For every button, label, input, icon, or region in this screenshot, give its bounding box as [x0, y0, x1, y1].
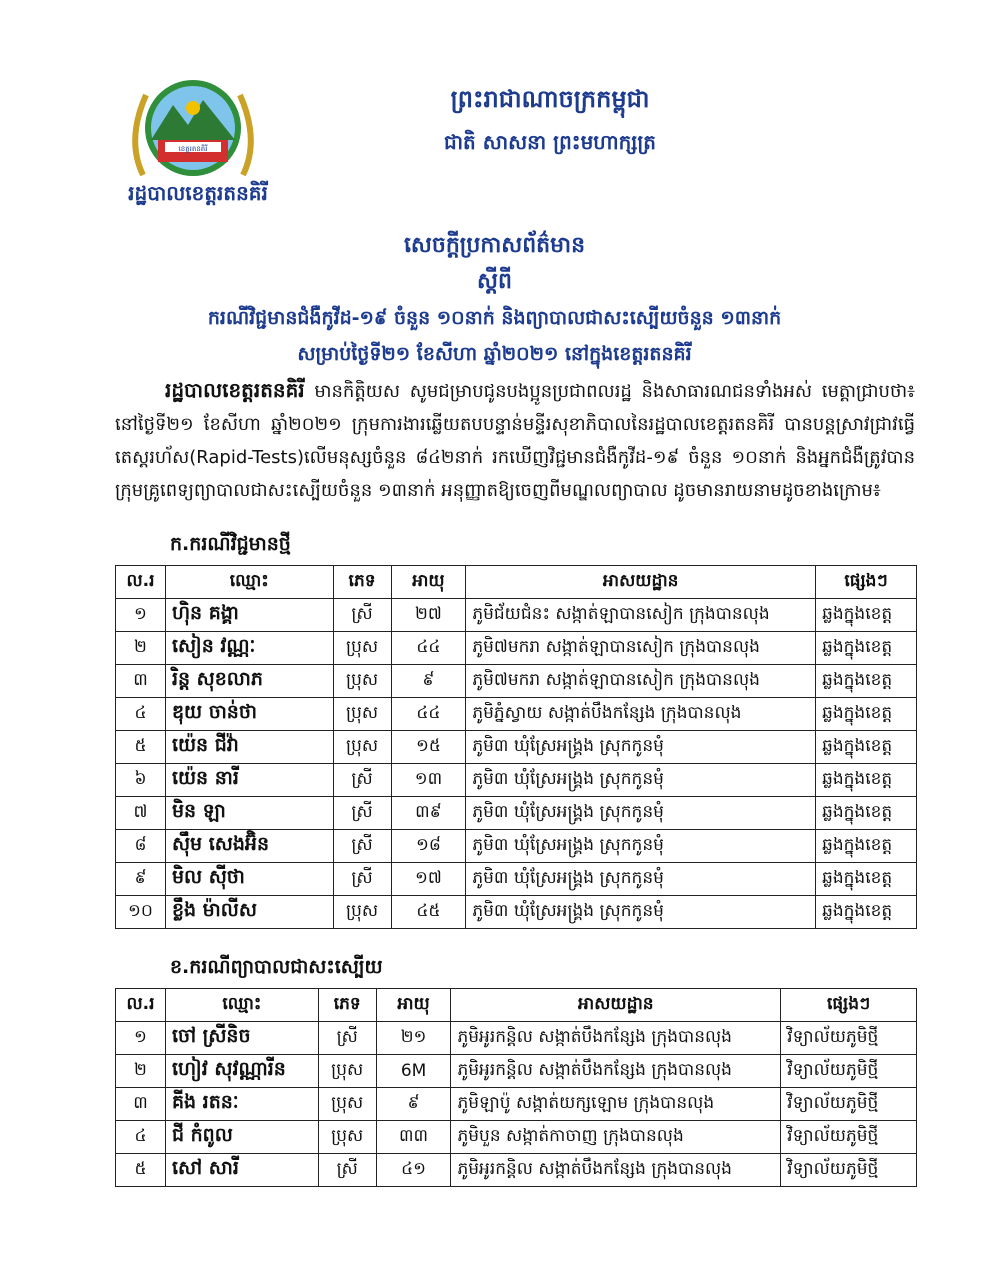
row-age: 6M: [376, 1055, 451, 1088]
row-sex: ប្រុស: [318, 1055, 376, 1088]
row-age: ១៨: [391, 830, 466, 863]
col-name: ឈ្មោះ: [165, 566, 333, 599]
col-sex: ភេទ: [333, 566, 391, 599]
row-other: ឆ្លងក្នុងខេត្ត: [816, 896, 917, 929]
row-no: ២: [116, 1055, 166, 1088]
row-age: ៣៩: [391, 797, 466, 830]
row-name: សៅ សារី: [165, 1154, 318, 1187]
row-other: ឆ្លងក្នុងខេត្ត: [816, 731, 917, 764]
row-sex: ប្រុស: [333, 665, 391, 698]
row-sex: ស្រី: [333, 797, 391, 830]
row-address: ភូមិ៣ ឃុំស្រែអង្គ្រង ស្រុកកូនមុំ: [466, 764, 816, 797]
row-name: ស៊ឹម សេងអ៊ិន: [165, 830, 333, 863]
row-other: ឆ្លងក្នុងខេត្ត: [816, 863, 917, 896]
row-name: ហ៊ិន គង្គា: [165, 599, 333, 632]
table-row: [116, 731, 917, 764]
title-line1: សេចក្តីប្រកាសព័ត៌មាន: [403, 233, 586, 258]
row-name: គីង រតនៈ: [165, 1088, 318, 1121]
row-age: ៤១: [376, 1154, 451, 1187]
row-address: ភូមិ៣ ឃុំស្រែអង្គ្រង ស្រុកកូនមុំ: [466, 830, 816, 863]
section1-heading: ក.ករណីវិជ្ជមានថ្មី: [170, 533, 291, 555]
body-lead: រដ្ឋបាលខេត្តរតនគិរី: [165, 378, 305, 402]
col-age: អាយុ: [391, 566, 466, 599]
row-other: ឆ្លងក្នុងខេត្ត: [816, 698, 917, 731]
row-address: ភូមិ៧មករា សង្កាត់ឡាបានសៀក ក្រុងបានលុង: [466, 632, 816, 665]
row-age: ៤៤: [391, 632, 466, 665]
col-other: ផ្សេងៗ: [816, 566, 917, 599]
row-other: វិទ្យាល័យភូមិថ្មី: [781, 1022, 917, 1055]
row-other: វិទ្យាល័យភូមិថ្មី: [781, 1055, 917, 1088]
row-other: វិទ្យាល័យភូមិថ្មី: [781, 1154, 917, 1187]
row-sex: ស្រី: [333, 764, 391, 797]
row-no: ១: [116, 599, 166, 632]
row-sex: ប្រុស: [318, 1088, 376, 1121]
row-sex: ប្រុស: [333, 632, 391, 665]
table-row: [116, 665, 917, 698]
row-no: ២: [116, 632, 166, 665]
col-sex: ភេទ: [318, 989, 376, 1022]
row-age: ១៣: [391, 764, 466, 797]
recovered-cases-table: [115, 988, 917, 1187]
row-sex: ស្រី: [318, 1022, 376, 1055]
row-age: ១៥: [391, 731, 466, 764]
row-other: ឆ្លងក្នុងខេត្ត: [816, 830, 917, 863]
body-text: មានកិត្តិយស សូមជម្រាបជូនបងប្អូនប្រជាពលរដ្ឋ និងសាធារណជនទាំងអស់ មេត្តាជ្រាបថា៖ នៅថ្ងៃទី២១ ខែសីហា ឆ្នាំ២០២១ ក្រុមការងារឆ្លើយតបបន្ទាន់មន្ទីរសុខាភិបាលនៃរដ្ឋបាលខេត្តរតនគិរី បានបន្តស្រាវជ្រាវធ្វើតេស្តរហ័ស(Rapid-Tests)លើមនុស្សចំនួន ៨៤២នាក់ រកឃើញវិជ្ជមានជំងឺកូវីដ-១៩ ចំនួន ១០នាក់ និងអ្នកជំងឺត្រូវបានក្រុមគ្រូពេទ្យព្យាបាលជាសះស្បើយចំនួន ១៣នាក់ អនុញ្ញាតឱ្យចេញពីមណ្ឌលព្យាបាល ដូចមានរាយនាមដូចខាងក្រោម៖: [115, 381, 915, 501]
row-age: ៣៣: [376, 1121, 451, 1154]
row-name: សៀន វណ្ណៈ: [165, 632, 333, 665]
row-no: ៩: [116, 863, 166, 896]
col-name: ឈ្មោះ: [165, 989, 318, 1022]
row-age: ២៧: [391, 599, 466, 632]
kingdom-line1: ព្រះរាជាណាចក្រកម្ពុជា: [450, 85, 650, 113]
table-row: [116, 764, 917, 797]
row-sex: ស្រី: [333, 599, 391, 632]
org-name: រដ្ឋបាលខេត្តរតនគិរី: [128, 181, 268, 205]
row-no: ៨: [116, 830, 166, 863]
row-age: ១៧: [391, 863, 466, 896]
row-name: ជី កំពូល: [165, 1121, 318, 1154]
table-row: [116, 1055, 917, 1088]
row-name: មិល ស៊ីថា: [165, 863, 333, 896]
row-sex: ប្រុស: [318, 1121, 376, 1154]
body-paragraph: [115, 374, 915, 507]
table-row: [116, 599, 917, 632]
table-row: [116, 1121, 917, 1154]
logo-text: ខេត្តរតនគិរី: [178, 145, 208, 153]
row-name: យ៉េន នារី: [165, 764, 333, 797]
provincial-seal-logo: [118, 70, 268, 190]
table-row: [116, 1154, 917, 1187]
row-address: ភូមិឡាប៉ូ សង្កាត់យក្សឡោម ក្រុងបានលុង: [451, 1088, 781, 1121]
row-no: ៥: [116, 731, 166, 764]
row-address: ភូមិអូរកន្តិល សង្កាត់បឹងកន្សែង ក្រុងបានលុង: [451, 1022, 781, 1055]
col-address: អាសយដ្ឋាន: [451, 989, 781, 1022]
table-row: [116, 1088, 917, 1121]
row-address: ភូមិជ័យជំនះ សង្កាត់ឡាបានសៀក ក្រុងបានលុង: [466, 599, 816, 632]
table-header-row: [116, 566, 917, 599]
col-no: ល.រ: [116, 989, 166, 1022]
title-line2: ស្តីពី: [477, 269, 512, 294]
kingdom-header: [380, 84, 720, 159]
row-name: ខ្លឹង ម៉ាលីស: [165, 896, 333, 929]
row-name: រិន្ត សុខលាភ: [165, 665, 333, 698]
row-sex: ប្រុស: [333, 731, 391, 764]
row-no: ៥: [116, 1154, 166, 1187]
col-other: ផ្សេងៗ: [781, 989, 917, 1022]
row-age: ២១: [376, 1022, 451, 1055]
table-row: [116, 1022, 917, 1055]
row-no: ១: [116, 1022, 166, 1055]
row-sex: ស្រី: [318, 1154, 376, 1187]
row-no: ៤: [116, 698, 166, 731]
table-row: [116, 863, 917, 896]
title-line4: សម្រាប់ថ្ងៃទី២១ ខែសីហា ឆ្នាំ២០២១ នៅក្នុងខេត្តរតនគិរី: [297, 343, 692, 365]
row-address: ភូមិភ្នំស្វាយ សង្កាត់បឹងកន្សែង ក្រុងបានលុង: [466, 698, 816, 731]
row-sex: ស្រី: [333, 830, 391, 863]
row-address: ភូមិ៣ ឃុំស្រែអង្គ្រង ស្រុកកូនមុំ: [466, 731, 816, 764]
row-other: ឆ្លងក្នុងខេត្ត: [816, 632, 917, 665]
row-sex: ប្រុស: [333, 698, 391, 731]
section2-heading: ខ.ករណីព្យាបាលជាសះស្បើយ: [170, 956, 383, 978]
new-cases-table: [115, 565, 917, 929]
row-no: ៤: [116, 1121, 166, 1154]
row-no: ៣: [116, 1088, 166, 1121]
title-line3: ករណីវិជ្ជមានជំងឺកូវីដ-១៩ ចំនួន ១០នាក់ និងព្យាបាលជាសះស្បើយចំនួន ១៣នាក់: [207, 307, 782, 329]
row-address: ភូមិអូរកន្តិល សង្កាត់បឹងកន្សែង ក្រុងបានលុង: [451, 1055, 781, 1088]
row-age: ៩: [391, 665, 466, 698]
row-name: ហៀវ សុវណ្ណារីន: [165, 1055, 318, 1088]
row-no: ៣: [116, 665, 166, 698]
table-row: [116, 830, 917, 863]
table-row: [116, 632, 917, 665]
row-name: ចៅ ស្រីនិច: [165, 1022, 318, 1055]
row-other: វិទ្យាល័យភូមិថ្មី: [781, 1088, 917, 1121]
row-no: ១០: [116, 896, 166, 929]
table-row: [116, 797, 917, 830]
row-address: ភូមិ៣ ឃុំស្រែអង្គ្រង ស្រុកកូនមុំ: [466, 797, 816, 830]
kingdom-line2: ជាតិ សាសនា ព្រះមហាក្សត្រ: [444, 130, 656, 154]
row-other: វិទ្យាល័យភូមិថ្មី: [781, 1121, 917, 1154]
row-other: ឆ្លងក្នុងខេត្ត: [816, 797, 917, 830]
row-no: ៦: [116, 764, 166, 797]
row-age: ៤៥: [391, 896, 466, 929]
row-address: ភូមិបួន សង្កាត់កាចាញ ក្រុងបានលុង: [451, 1121, 781, 1154]
row-address: ភូមិ៧មករា សង្កាត់ឡាបានសៀក ក្រុងបានលុង: [466, 665, 816, 698]
row-other: ឆ្លងក្នុងខេត្ត: [816, 665, 917, 698]
row-name: យ៉េន ជីវ៉ា: [165, 731, 333, 764]
row-age: ៩: [376, 1088, 451, 1121]
row-sex: ស្រី: [333, 863, 391, 896]
row-other: ឆ្លងក្នុងខេត្ត: [816, 764, 917, 797]
col-address: អាសយដ្ឋាន: [466, 566, 816, 599]
row-name: ឌុយ ចាន់ថា: [165, 698, 333, 731]
row-address: ភូមិ៣ ឃុំស្រែអង្គ្រង ស្រុកកូនមុំ: [466, 863, 816, 896]
table-header-row: [116, 989, 917, 1022]
row-address: ភូមិអូរកន្តិល សង្កាត់បឹងកន្សែង ក្រុងបានលុង: [451, 1154, 781, 1187]
announcement-title: [40, 228, 949, 372]
row-name: មិន ឡា: [165, 797, 333, 830]
row-other: ឆ្លងក្នុងខេត្ត: [816, 599, 917, 632]
col-no: ល.រ: [116, 566, 166, 599]
row-no: ៧: [116, 797, 166, 830]
row-address: ភូមិ៣ ឃុំស្រែអង្គ្រង ស្រុកកូនមុំ: [466, 896, 816, 929]
row-age: ៤៤: [391, 698, 466, 731]
row-sex: ប្រុស: [333, 896, 391, 929]
table-row: [116, 896, 917, 929]
table-row: [116, 698, 917, 731]
col-age: អាយុ: [376, 989, 451, 1022]
